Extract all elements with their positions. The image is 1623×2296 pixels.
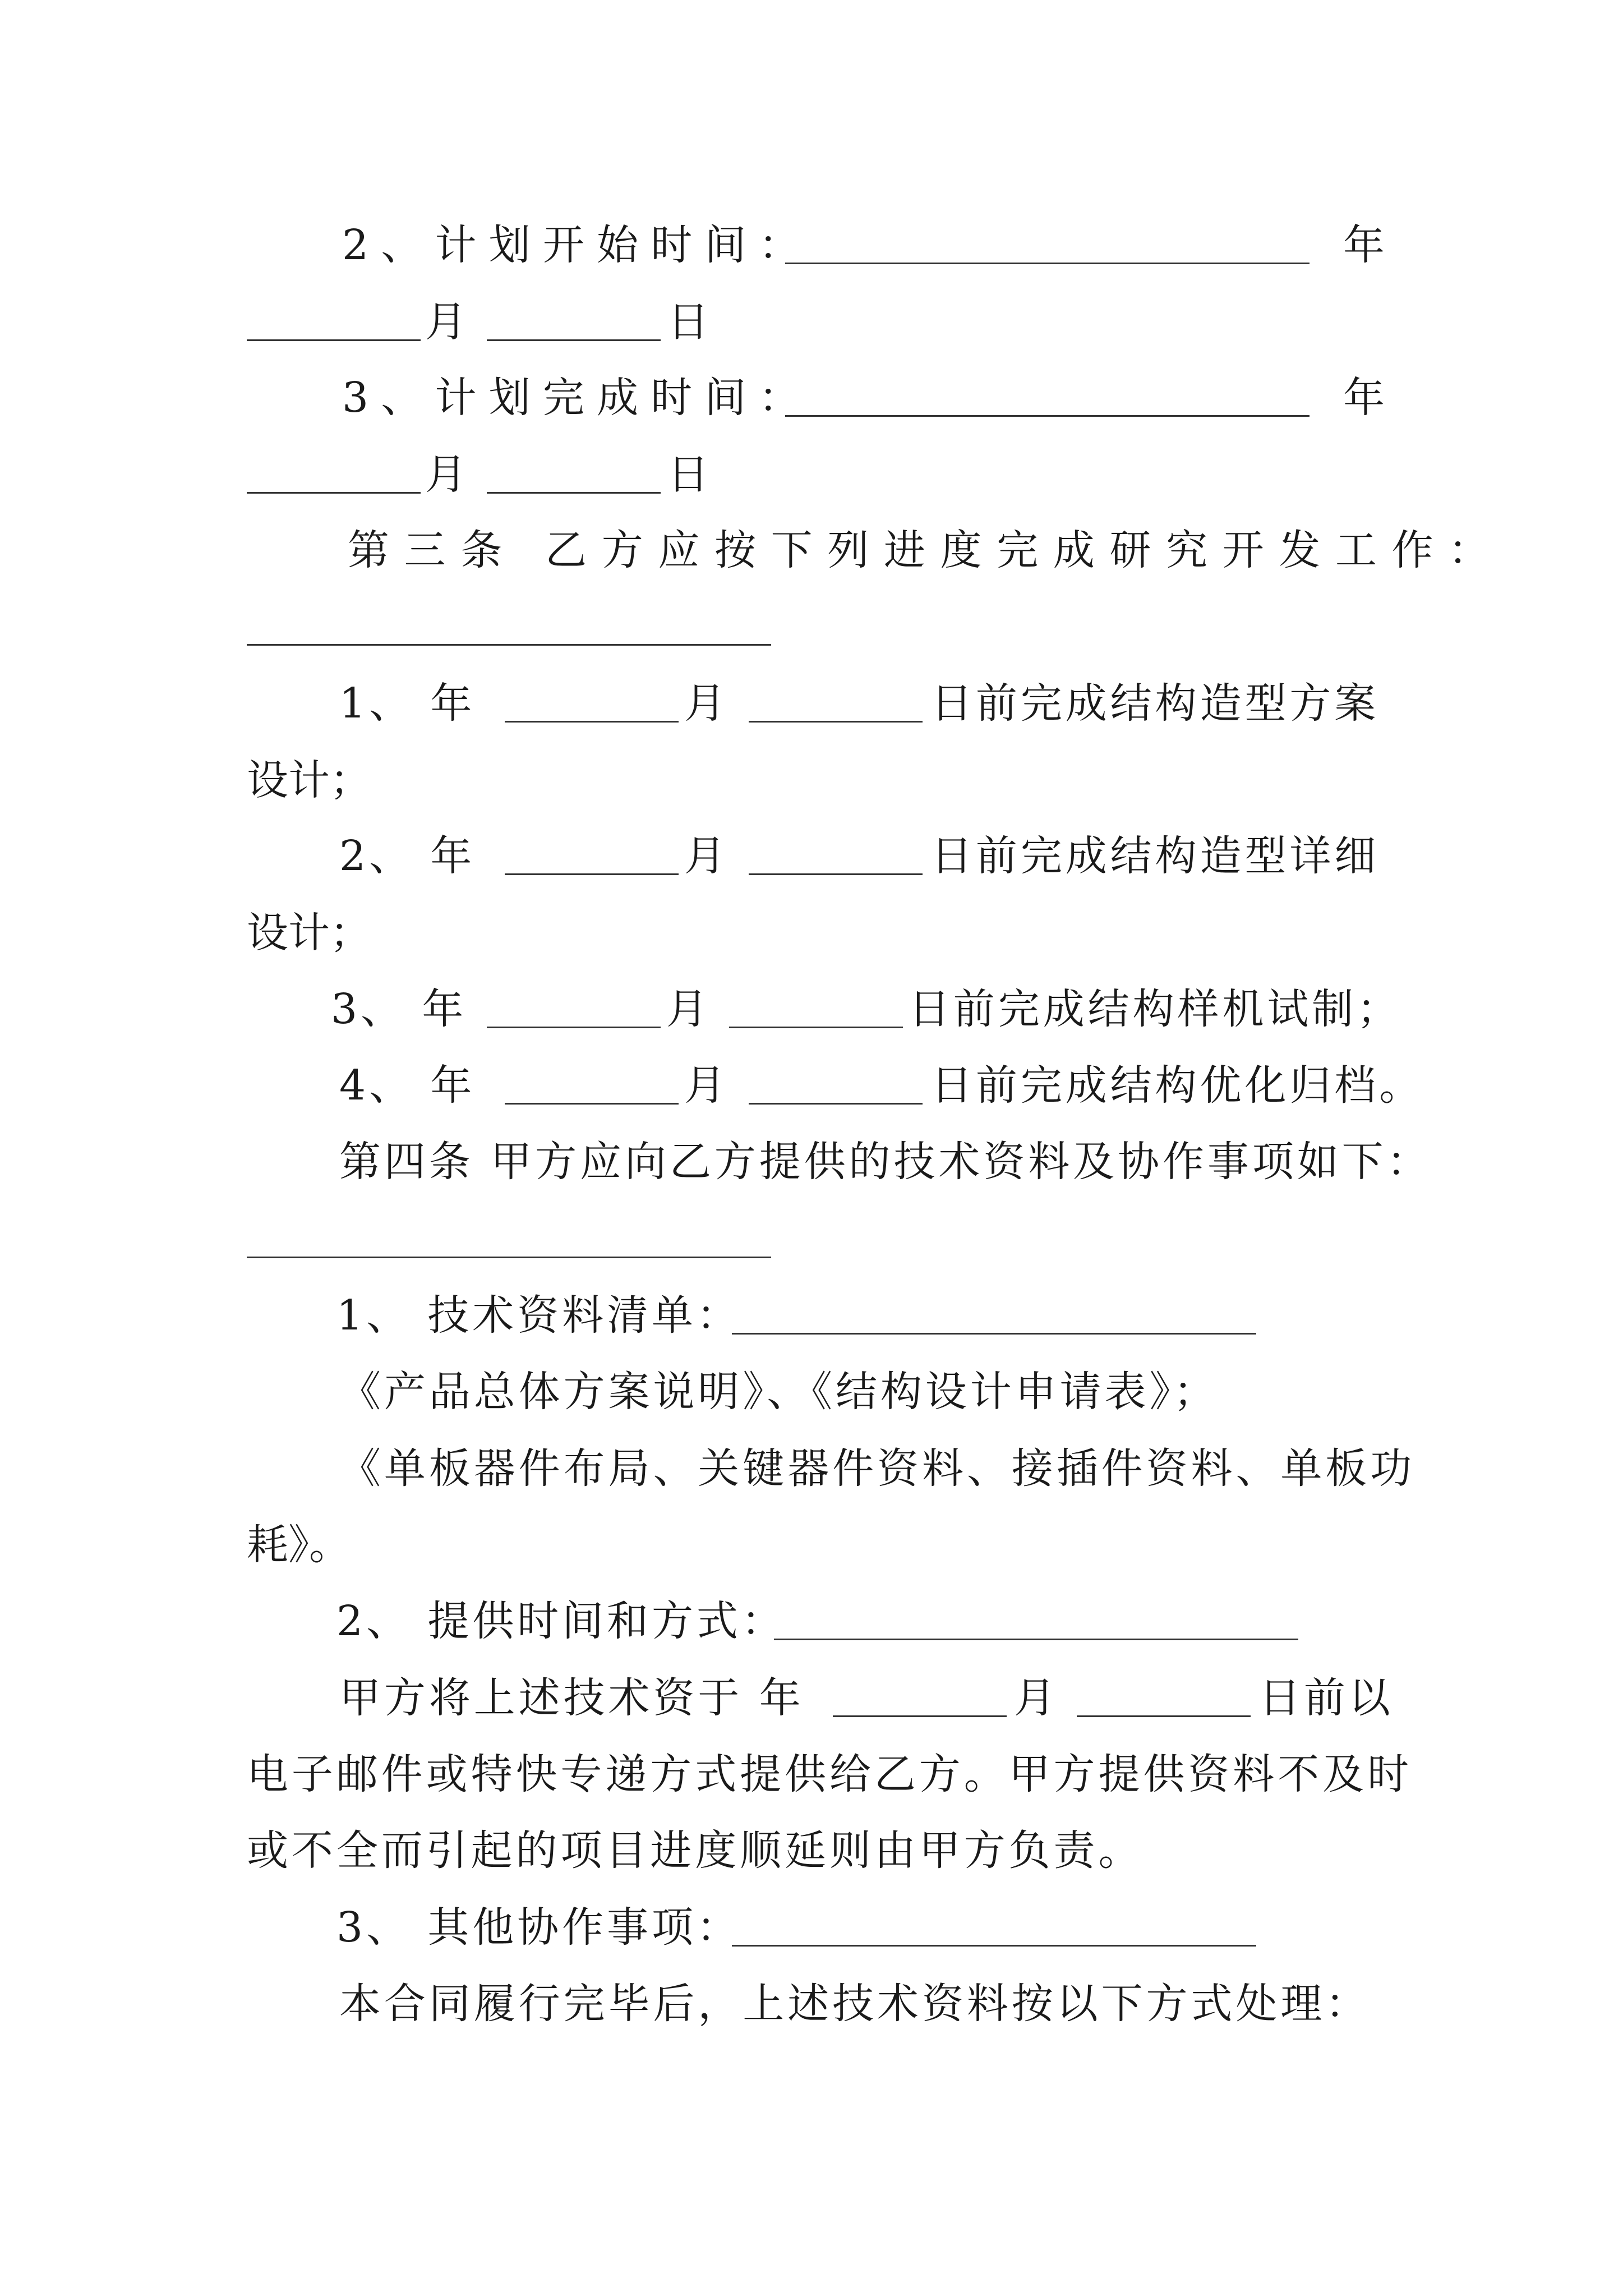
article-4-heading: 第四条 甲方应向乙方提供的技术资料及协作事项如下： xyxy=(339,1138,1432,1186)
plan-start-year-blank xyxy=(785,263,1310,264)
article-3-heading: 第三条 乙方应按下列进度完成研究开发工作： xyxy=(348,526,1505,574)
provide-month-unit: 月 xyxy=(1014,1674,1055,1722)
provide-time-text-tail: 日前以 xyxy=(1259,1674,1394,1722)
after-contract-text: 本合同履行完毕后，上述技术资料按以下方式处理： xyxy=(339,1980,1371,2028)
schedule-4-month-unit: 月 xyxy=(684,1061,726,1110)
schedule-2-day-blank xyxy=(749,873,923,875)
schedule-4-month-blank xyxy=(505,1103,679,1105)
schedule-3-month-blank xyxy=(487,1027,661,1028)
provide-day-blank xyxy=(1077,1715,1251,1717)
plan-end-year-blank xyxy=(785,415,1310,417)
schedule-1-cont: 设计； xyxy=(247,756,371,804)
provide-time-blank xyxy=(774,1639,1298,1640)
schedule-2-month-unit: 月 xyxy=(684,832,726,880)
plan-end-year-unit: 年 xyxy=(1343,374,1385,422)
schedule-1-month-unit: 月 xyxy=(684,679,726,728)
schedule-1-text: 日前完成结构造型方案 xyxy=(931,679,1380,728)
plan-start-year-unit: 年 xyxy=(1343,221,1385,269)
other-matters-blank xyxy=(732,1945,1256,1947)
schedule-2-cont: 设计； xyxy=(247,909,371,957)
provide-time-text-2: 电子邮件或特快专递方式提供给乙方。甲方提供资料不及时 xyxy=(247,1750,1412,1798)
article-3-blank xyxy=(247,644,771,646)
schedule-2-text: 日前完成结构造型详细 xyxy=(931,832,1380,880)
tech-list-item-2: 《单板器件布局、关键器件资料、接插件资料、单板功 xyxy=(339,1444,1415,1493)
schedule-1-day-blank xyxy=(749,721,923,723)
tech-list-blank xyxy=(732,1333,1256,1335)
schedule-4-text: 日前完成结构优化归档。 xyxy=(931,1061,1424,1110)
plan-start-day-unit: 日 xyxy=(667,298,709,346)
schedule-2-month-blank xyxy=(505,873,679,875)
schedule-1-month-blank xyxy=(505,721,679,723)
plan-end-month-blank xyxy=(247,492,421,494)
plan-start-day-blank xyxy=(487,339,661,341)
schedule-4-day-blank xyxy=(749,1103,923,1105)
plan-end-day-unit: 日 xyxy=(667,450,709,499)
plan-end-label: 3、计划完成时间： xyxy=(342,374,813,422)
schedule-4-year: 4、 年 xyxy=(339,1061,476,1110)
article-4-blank xyxy=(247,1257,771,1258)
schedule-3-month-unit: 月 xyxy=(666,985,708,1033)
plan-start-label: 2、计划开始时间： xyxy=(342,221,813,269)
schedule-1-year: 1、 年 xyxy=(339,679,476,728)
schedule-3-text: 日前完成结构样机试制； xyxy=(909,985,1402,1033)
provide-month-blank xyxy=(833,1715,1007,1717)
tech-list-item-2-cont: 耗》。 xyxy=(247,1521,351,1569)
provide-time-text-3: 或不全而引起的项目进度顺延则由甲方负责。 xyxy=(247,1826,1144,1875)
provide-time-text-head: 甲方将上述技术资于 年 xyxy=(339,1674,804,1722)
schedule-3-year: 3、 年 xyxy=(331,985,467,1033)
tech-list-label: 1、 技术资料清单： xyxy=(336,1291,741,1340)
plan-start-month-blank xyxy=(247,339,421,341)
plan-start-month-unit: 月 xyxy=(425,298,467,346)
tech-list-item-1: 《产品总体方案说明》、《结构设计申请表》； xyxy=(339,1368,1219,1416)
provide-time-label: 2、 提供时间和方式： xyxy=(336,1597,786,1645)
other-matters-label: 3、 其他协作事项： xyxy=(336,1903,741,1952)
schedule-3-day-blank xyxy=(729,1027,903,1028)
plan-end-day-blank xyxy=(487,492,661,494)
schedule-2-year: 2、 年 xyxy=(339,832,476,880)
plan-end-month-unit: 月 xyxy=(425,450,467,499)
